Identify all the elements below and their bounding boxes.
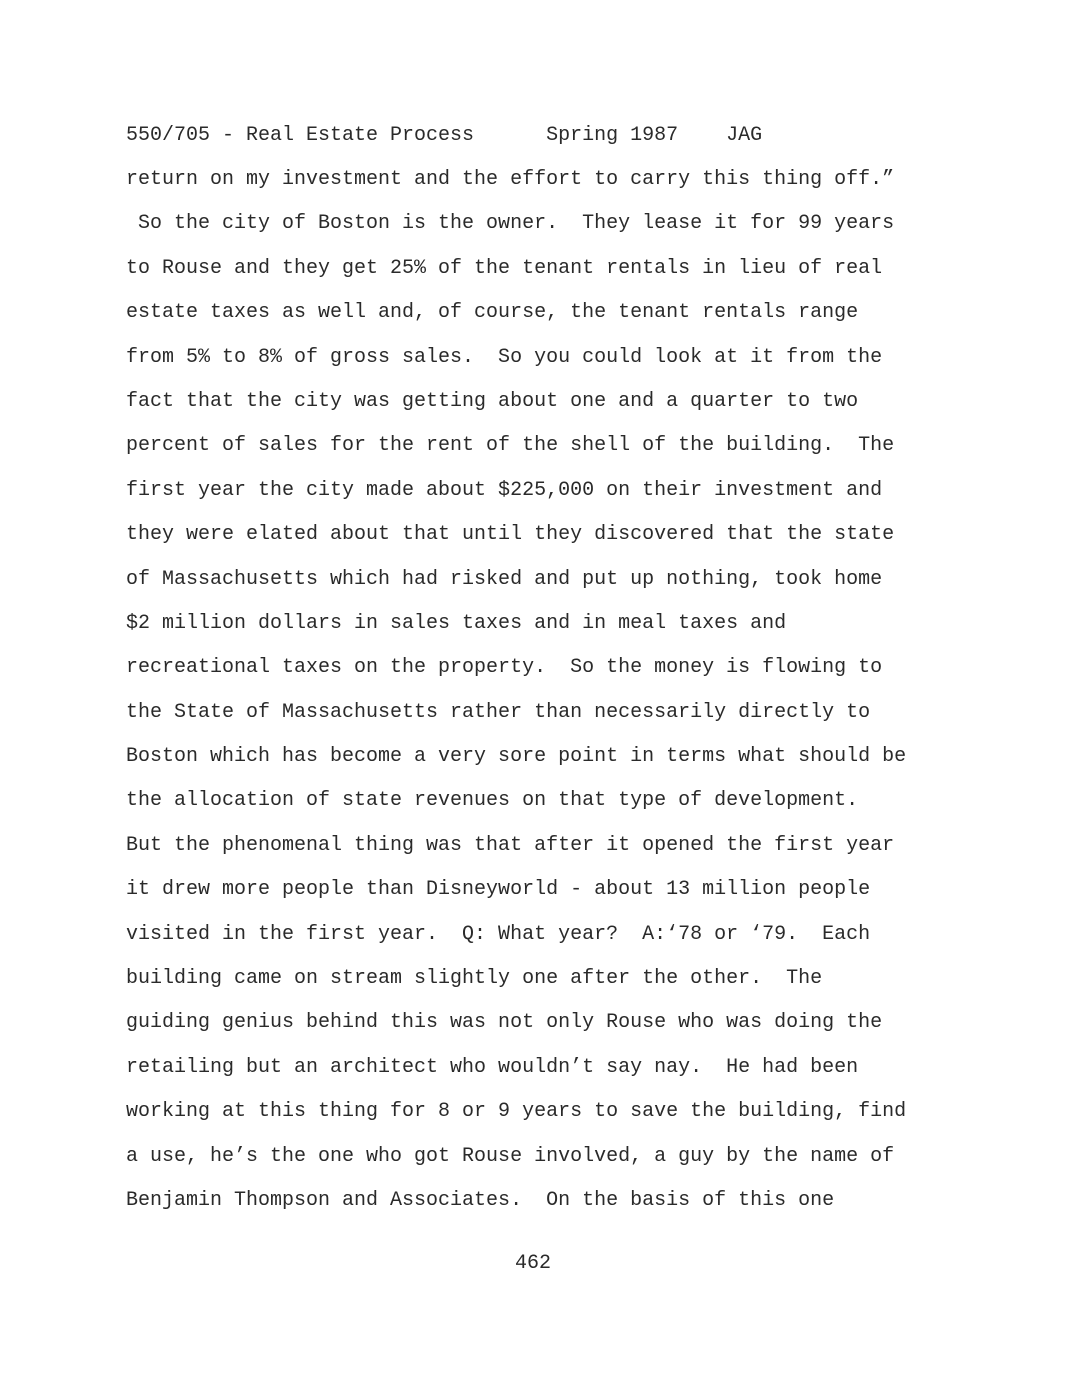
text-line: return on my investment and the effort to carry this thing off.” [126,168,895,191]
text-line: first year the city made about $225,000 on their investment and [126,478,883,502]
text-line: a use, he’s the one who got Rouse involved, a guy by the name of [126,1144,895,1168]
text-line: percent of sales for the rent of the shell of the building. The [126,434,895,458]
text-line: guiding genius behind this was not only Rouse who was doing the [126,1011,883,1035]
text-line: the allocation of state revenues on that type of development. [126,789,859,813]
transcript-body [126,168,906,1233]
text-line: the State of Massachusetts rather than necessarily directly to [126,700,871,724]
author-initials: JAG [726,124,763,147]
course-title: 550/705 - Real Estate Process [126,124,475,147]
text-line: of Massachusetts which had risked and put up nothing, took home [126,567,883,591]
text-line: $2 million dollars in sales taxes and in meal taxes and [126,611,787,635]
text-line: they were elated about that until they discovered that the state [126,523,895,547]
text-line: fact that the city was getting about one and a quarter to two [126,389,859,413]
text-line: it drew more people than Disneyworld - about 13 million people [126,878,871,902]
text-line: But the phenomenal thing was that after it opened the first year [126,833,895,857]
text-line: to Rouse and they get 25% of the tenant rentals in lieu of real [126,256,883,280]
text-line: Boston which has become a very sore point in terms what should be [126,745,907,769]
text-line: recreational taxes on the property. So the money is flowing to [126,656,883,680]
page-number: 462 [514,1252,551,1275]
text-line: So the city of Boston is the owner. They lease it for 99 years [126,212,895,236]
text-line: estate taxes as well and, of course, the tenant rentals range [126,301,859,325]
term: Spring 1987 [546,124,679,147]
text-line: visited in the first year. Q: What year? A:‘78 or ‘79. Each [126,922,871,946]
text-line: from 5% to 8% of gross sales. So you could look at it from the [126,345,883,369]
text-line: building came on stream slightly one after the other. The [126,967,823,991]
text-line: Benjamin Thompson and Associates. On the basis of this one [126,1188,835,1212]
text-line: working at this thing for 8 or 9 years to save the building, find [126,1100,907,1124]
page-header [126,124,762,148]
text-line: retailing but an architect who wouldn’t say nay. He had been [126,1055,859,1079]
